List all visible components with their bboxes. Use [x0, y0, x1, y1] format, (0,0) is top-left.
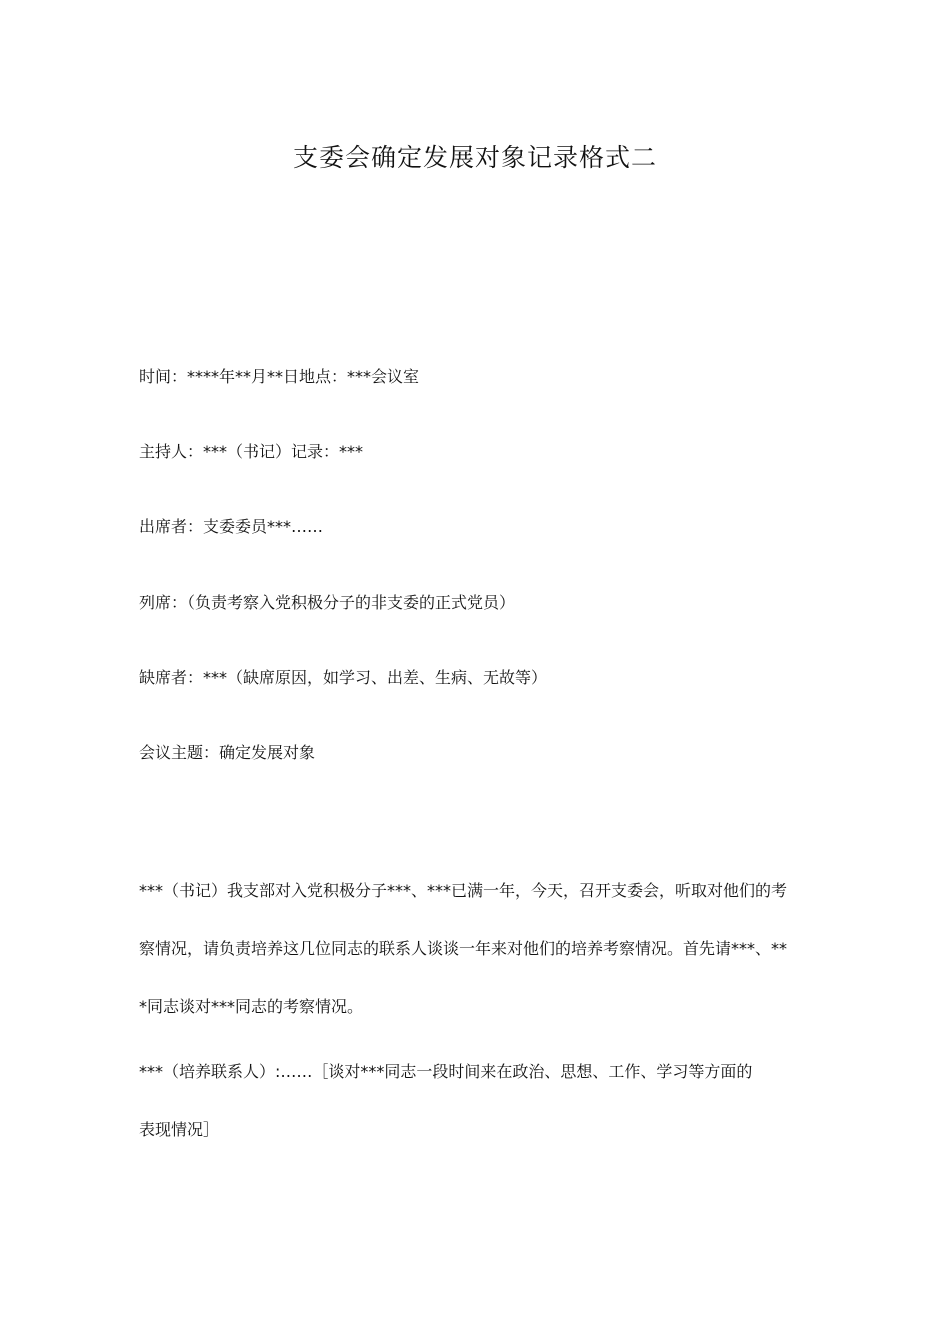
meeting-attendees: 出席者：支委委员***…… — [139, 517, 324, 536]
paragraph-line: *同志谈对***同志的考察情况。 — [139, 997, 364, 1016]
meeting-observers: 列席：（负责考察入党积极分子的非支委的正式党员） — [139, 593, 516, 612]
meeting-absentees: 缺席者：***（缺席原因，如学习、出差、生病、无故等） — [139, 668, 548, 687]
paragraph-line: ***（培养联系人）:……［谈对***同志一段时间来在政治、思想、工作、学习等方面的 — [139, 1062, 753, 1081]
document-title: 支委会确定发展对象记录格式二 — [292, 143, 657, 172]
paragraph-line: ***（书记）我支部对入党积极分子***、***已满一年，今天，召开支委会，听取对他们的考 — [139, 881, 788, 900]
meeting-host-recorder: 主持人：***（书记）记录：*** — [139, 442, 364, 461]
secretary-statement-paragraph — [139, 880, 829, 1054]
paragraph-line: 表现情况］ — [139, 1120, 220, 1139]
contact-person-statement-paragraph — [139, 1061, 829, 1177]
paragraph-line: 察情况，请负责培养这几位同志的联系人谈谈一年来对他们的培养考察情况。首先请***、** — [139, 939, 788, 958]
meeting-topic: 会议主题：确定发展对象 — [139, 743, 316, 762]
meeting-time-location: 时间：****年**月**日地点：***会议室 — [139, 367, 420, 386]
